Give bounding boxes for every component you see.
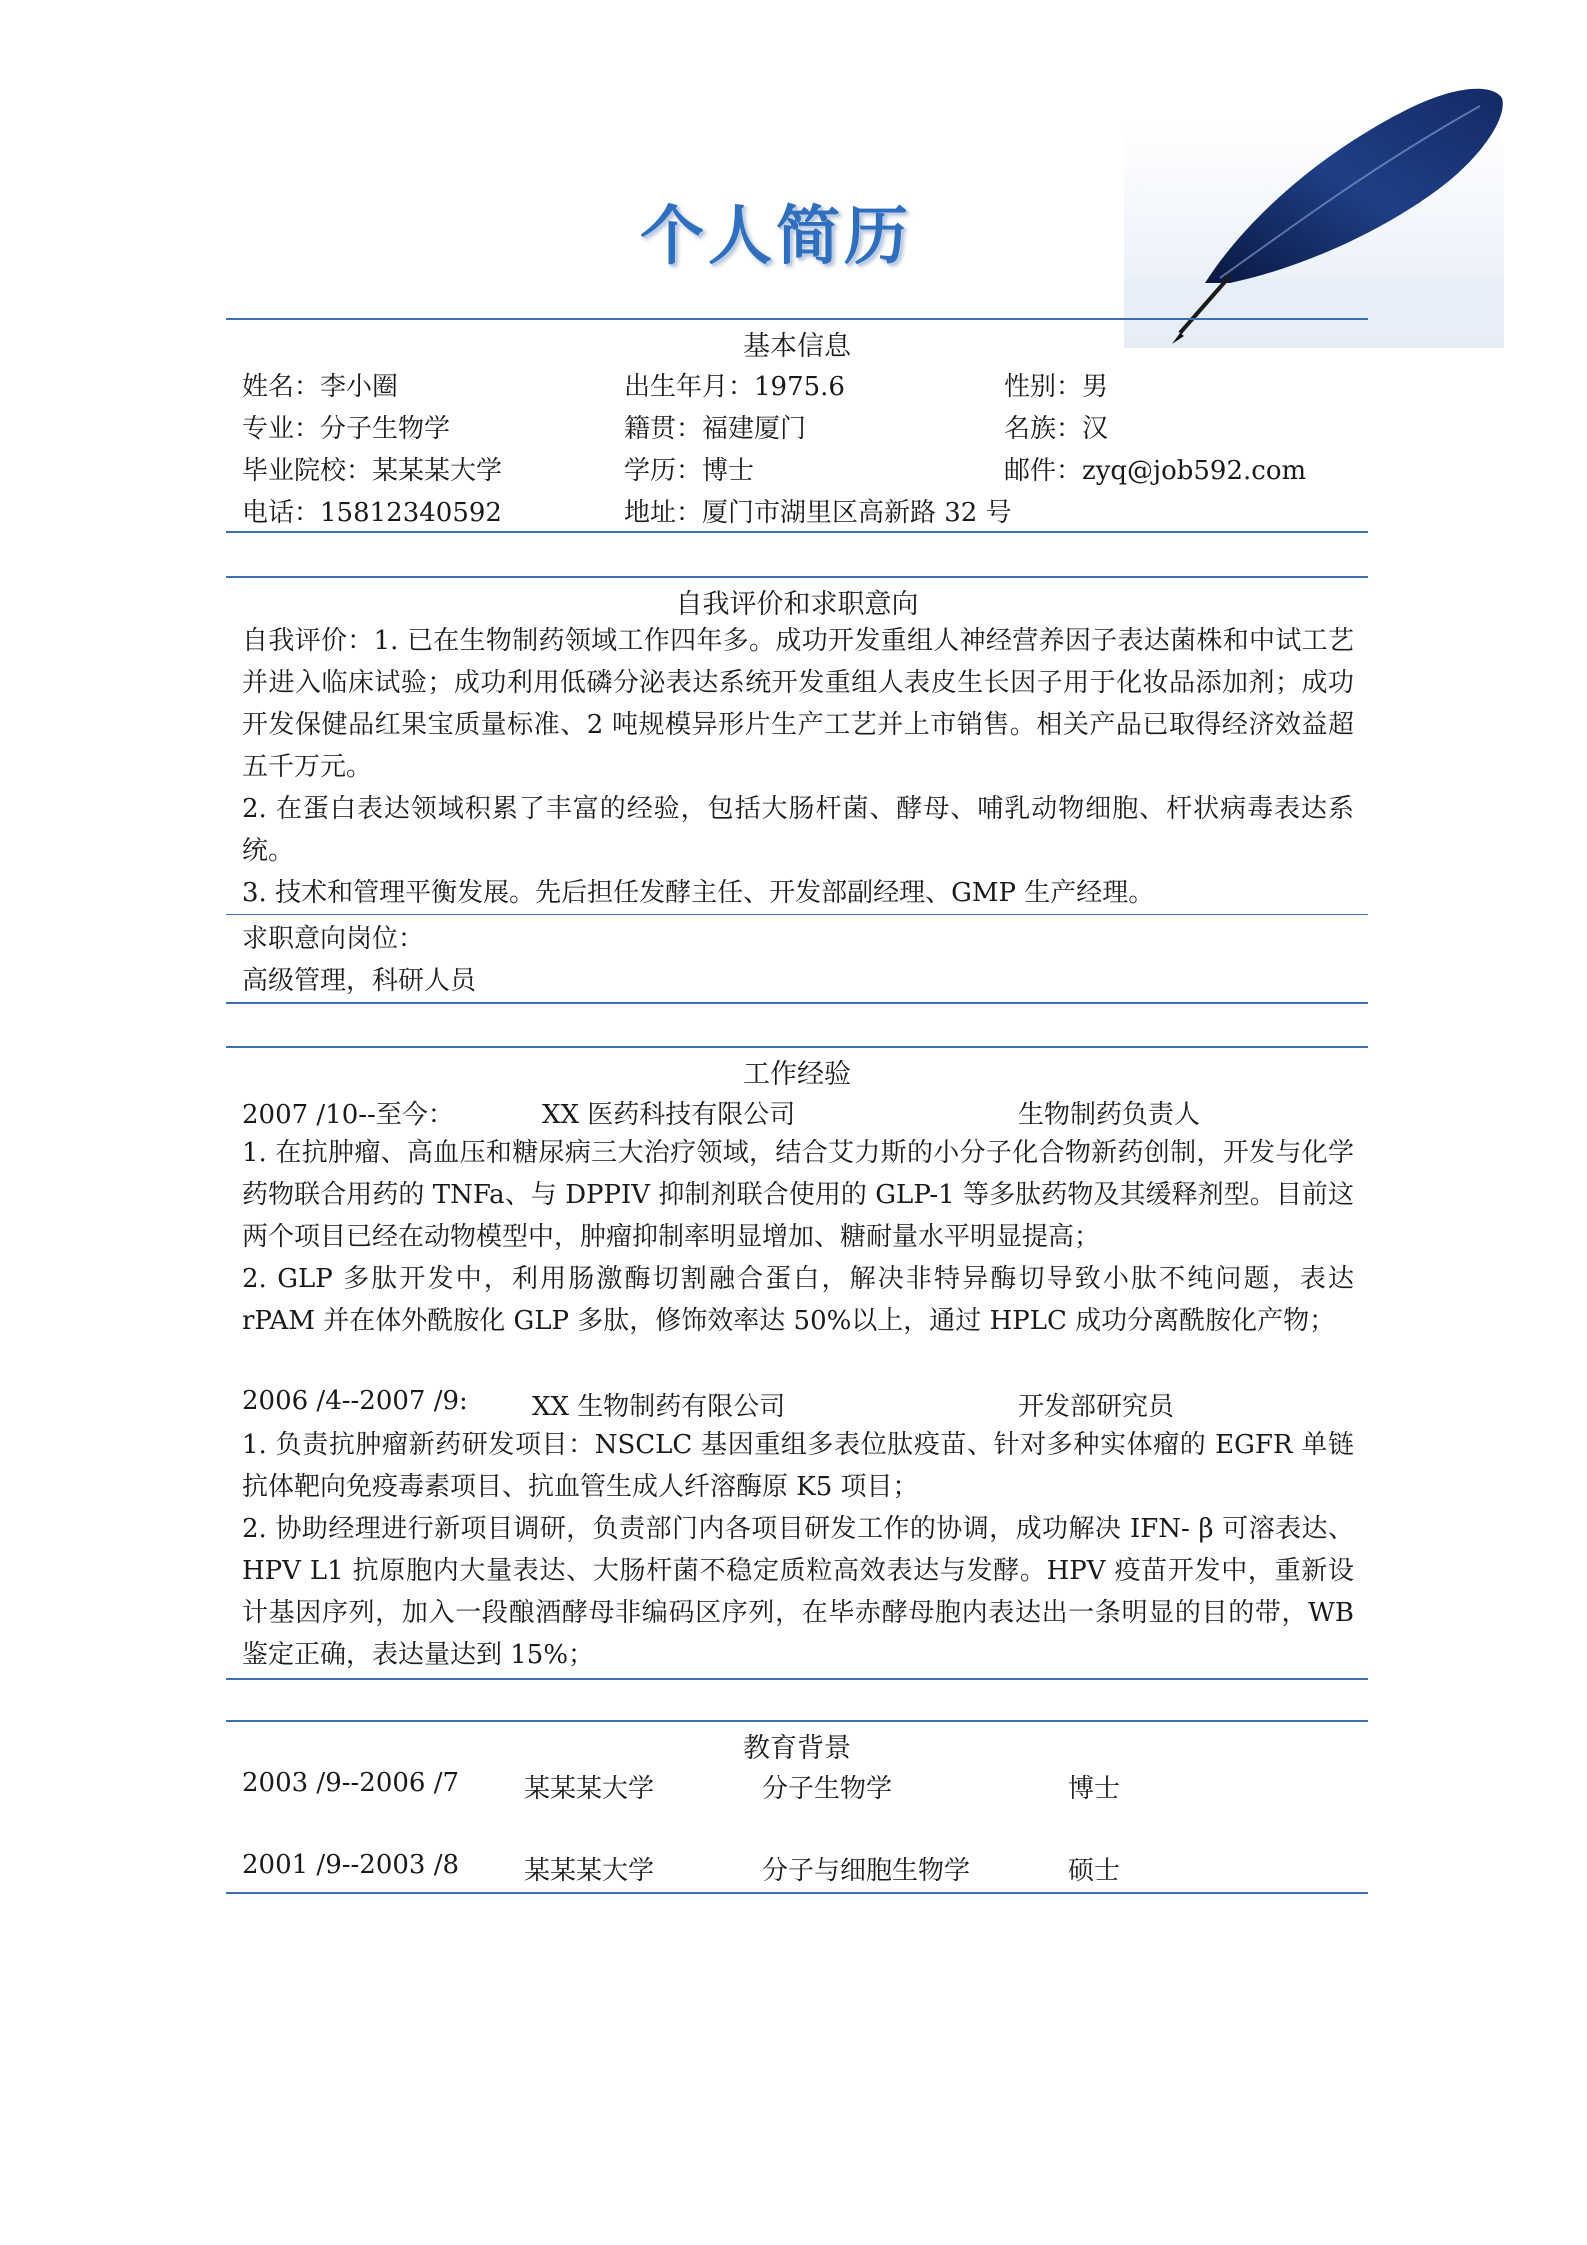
gender-field: 性别：男 xyxy=(1004,372,1109,402)
self-eval-paragraph-1: 自我评价：1. 已在生物制药领域工作四年多。成功开发重组人神经营养因子表达菌株和中试工艺并进入临床试验；成功利用低磷分泌表达系统开发重组人表皮生长因子用于化妆品添加剂；成功开发保健品红果宝质量标准、2 吨规模异形片生产工艺并上市销售。相关产品已取得经济效益超五千万元。 xyxy=(242,626,1354,782)
section-top-rule xyxy=(226,1720,1368,1722)
job-role: 生物制药负责人 xyxy=(1018,1100,1201,1130)
edu-major: 分子生物学 xyxy=(762,1774,893,1804)
section-bottom-rule xyxy=(226,531,1368,533)
edu-degree: 博士 xyxy=(1068,1774,1121,1804)
self-eval-paragraph-2: 2. 在蛋白表达领域积累了丰富的经验，包括大肠杆菌、酵母、哺乳动物细胞、杆状病毒表达系统。 xyxy=(242,794,1354,866)
page-title: 个人简历 xyxy=(640,200,912,274)
feather-quill-icon xyxy=(1110,78,1510,348)
edu-degree: 硕士 xyxy=(1068,1856,1121,1886)
edu-major: 分子与细胞生物学 xyxy=(762,1856,971,1886)
section-bottom-rule xyxy=(226,1892,1368,1894)
job-paragraph: 2. GLP 多肽开发中，利用肠激酶切割融合蛋白，解决非特异酶切导致小肽不纯问题，表达 rPAM 并在体外酰胺化 GLP 多肽，修饰效率达 50%以上，通过 HPLC 成功分离酰胺化产物； xyxy=(242,1264,1354,1336)
job-paragraph: 1. 在抗肿瘤、高血压和糖尿病三大治疗领域，结合艾力斯的小分子化合物新药创制，开发与化学药物联合用药的 TNFa、与 DPPIV 抑制剂联合使用的 GLP-1 等多肽药物及其缓释剂型。目前这两个项目已经在动物模型中，肿瘤抑制率明显增加、糖耐量水平明显提高； xyxy=(242,1138,1354,1252)
birth-field: 出生年月：1975.6 xyxy=(624,372,845,402)
self-eval-section xyxy=(226,576,1368,1006)
job-company: XX 生物制药有限公司 xyxy=(532,1392,786,1422)
section-top-rule xyxy=(226,1046,1368,1048)
name-field: 姓名：李小圈 xyxy=(242,372,399,402)
intent-label: 求职意向岗位： xyxy=(242,924,425,954)
job-company: XX 医药科技有限公司 xyxy=(542,1100,796,1130)
email-field[interactable]: 邮件：zyq@job592.com xyxy=(1004,456,1307,486)
section-heading: 教育背景 xyxy=(743,1733,851,1764)
ethnicity-field: 名族：汉 xyxy=(1004,414,1109,444)
section-bottom-rule xyxy=(226,1678,1368,1680)
job-role: 开发部研究员 xyxy=(1018,1392,1175,1422)
section-bottom-rule xyxy=(226,1002,1368,1004)
origin-field: 籍贯：福建厦门 xyxy=(624,414,807,444)
section-heading: 工作经验 xyxy=(743,1059,851,1090)
edu-school: 某某某大学 xyxy=(524,1856,655,1886)
job-period: 2006 /4--2007 /9: xyxy=(242,1386,468,1416)
address-field: 地址：厦门市湖里区高新路 32 号 xyxy=(624,498,1012,528)
divider xyxy=(226,914,1368,915)
basic-info-section xyxy=(226,318,1368,533)
job-paragraph: 2. 协助经理进行新项目调研，负责部门内各项目研发工作的协调，成功解决 IFN- β 可溶表达、HPV L1 抗原胞内大量表达、大肠杆菌不稳定质粒高效表达与发酵。HPV 疫苗开发中，重新设计基因序列，加入一段酿酒酵母非编码区序列，在毕赤酵母胞内表达出一条明显的目的带，WB 鉴定正确，表达量达到 15%； xyxy=(242,1514,1354,1670)
job-period: 2007 /10--至今： xyxy=(242,1100,454,1130)
edu-period: 2003 /9--2006 /7 xyxy=(242,1768,460,1798)
section-heading: 自我评价和求职意向 xyxy=(675,589,919,620)
edu-school: 某某某大学 xyxy=(524,1774,655,1804)
section-heading: 基本信息 xyxy=(743,331,851,362)
section-top-rule xyxy=(226,576,1368,578)
school-field: 毕业院校：某某某大学 xyxy=(242,456,503,486)
edu-period: 2001 /9--2003 /8 xyxy=(242,1850,460,1880)
section-top-rule xyxy=(226,318,1368,320)
degree-field: 学历：博士 xyxy=(624,456,755,486)
education-section xyxy=(226,1720,1368,1895)
job-paragraph: 1. 负责抗肿瘤新药研发项目：NSCLC 基因重组多表位肽疫苗、针对多种实体瘤的 EGFR 单链抗体靶向免疫毒素项目、抗血管生成人纤溶酶原 K5 项目； xyxy=(242,1430,1354,1502)
intent-value: 高级管理，科研人员 xyxy=(242,966,477,996)
major-field: 专业：分子生物学 xyxy=(242,414,451,444)
work-section xyxy=(226,1046,1368,1682)
self-eval-paragraph-3: 3. 技术和管理平衡发展。先后担任发酵主任、开发部副经理、GMP 生产经理。 xyxy=(242,878,1155,908)
phone-field: 电话：15812340592 xyxy=(242,498,502,528)
